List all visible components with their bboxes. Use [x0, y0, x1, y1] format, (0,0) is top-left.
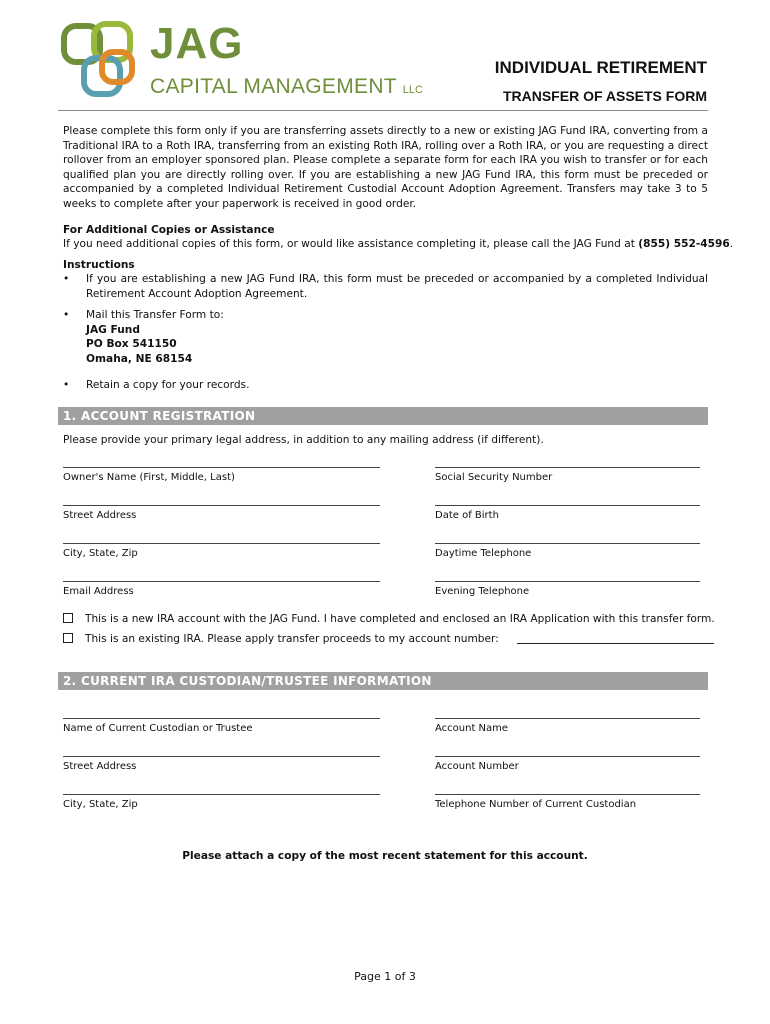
city-state-zip-field[interactable]: City, State, Zip	[63, 543, 380, 559]
evening-telephone-field[interactable]: Evening Telephone	[435, 581, 700, 597]
daytime-telephone-field[interactable]: Daytime Telephone	[435, 543, 700, 559]
section-current-custodian: 2. CURRENT IRA CUSTODIAN/TRUSTEE INFORMATION	[58, 672, 708, 690]
account-number-input[interactable]	[517, 633, 714, 644]
custodian-city-field[interactable]: City, State, Zip	[63, 794, 380, 810]
attach-statement-note: Please attach a copy of the most recent statement for this account.	[182, 850, 588, 862]
owner-name-field[interactable]: Owner's Name (First, Middle, Last)	[63, 467, 380, 483]
bullet-icon: •	[63, 273, 70, 285]
instruction-item-1: • If you are establishing a new JAG Fund IRA, this form must be preceded or accompanied by a completed Individual Retirement Account Adoption Agreement.	[63, 273, 708, 300]
new-ira-checkbox-row[interactable]	[63, 613, 715, 625]
mail-address-line: Omaha, NE 68154	[86, 352, 193, 365]
page-number: Page 1 of 3	[354, 970, 416, 983]
mail-address-line: PO Box 541150	[86, 338, 177, 351]
section-account-registration: 1. ACCOUNT REGISTRATION	[58, 407, 708, 425]
brand-suffix: LLC	[402, 84, 423, 96]
assistance-text: If you need additional copies of this form, or would like assistance completing it, please call the JAG Fund at (855) 552-4596.	[63, 238, 734, 250]
company-logo	[58, 18, 423, 106]
instruction-item-3: • Retain a copy for your records.	[63, 379, 250, 391]
form-title-line2: TRANSFER OF ASSETS FORM	[502, 88, 707, 104]
account-number-field[interactable]: Account Number	[435, 756, 700, 772]
form-title-line1: INDIVIDUAL RETIREMENT	[494, 58, 707, 77]
assistance-heading: For Additional Copies or Assistance	[63, 224, 275, 236]
instruction-item-2	[63, 308, 708, 368]
bullet-icon: •	[63, 379, 70, 391]
street-address-field[interactable]: Street Address	[63, 505, 380, 521]
checkbox-icon[interactable]	[63, 633, 73, 643]
intro-paragraph: Please complete this form only if you are transferring assets directly to a new or existing JAG Fund IRA, converting from a Traditional IRA to a Roth IRA, transferring from an existing Roth IRA, rolling over a Roth IRA, or you are requesting a direct rollover from an employer sponsored plan. Please complete a separate form for each IRA you wish to transfer or for each qualified plan you are directly rolling over. If you are establishing a new JAG Fund IRA, this form must be preceded or accompanied by a completed Individual Retirement Custodial Account Adoption Agreement. Transfers may take 3 to 5 weeks to complete after your paperwork is received in good order.	[63, 125, 708, 210]
existing-ira-checkbox-row[interactable]	[63, 633, 714, 645]
ssn-field[interactable]: Social Security Number	[435, 467, 700, 483]
email-address-field[interactable]: Email Address	[63, 581, 380, 597]
header-divider	[58, 110, 708, 111]
account-name-field[interactable]: Account Name	[435, 718, 700, 734]
mail-label: Mail this Transfer Form to:	[86, 309, 224, 321]
section1-note: Please provide your primary legal address, in addition to any mailing address (if different).	[63, 434, 544, 446]
custodian-name-field[interactable]: Name of Current Custodian or Trustee	[63, 718, 380, 734]
checkbox-icon[interactable]	[63, 613, 73, 623]
new-ira-label: This is a new IRA account with the JAG Fund. I have completed and enclosed an IRA Application with this transfer form.	[85, 613, 715, 625]
mail-address-line: JAG Fund	[86, 323, 140, 336]
brand-name: JAG	[150, 19, 244, 68]
existing-ira-label: This is an existing IRA. Please apply transfer proceeds to my account number:	[85, 633, 499, 645]
custodian-street-field[interactable]: Street Address	[63, 756, 380, 772]
jag-logo-mark-icon	[58, 18, 148, 103]
custodian-telephone-field[interactable]: Telephone Number of Current Custodian	[435, 794, 700, 810]
instructions-heading: Instructions	[63, 259, 135, 271]
assistance-phone: (855) 552-4596	[638, 238, 730, 250]
bullet-icon: •	[63, 309, 70, 321]
date-of-birth-field[interactable]: Date of Birth	[435, 505, 700, 521]
brand-subtitle: CAPITAL MANAGEMENT LLC	[150, 75, 423, 98]
